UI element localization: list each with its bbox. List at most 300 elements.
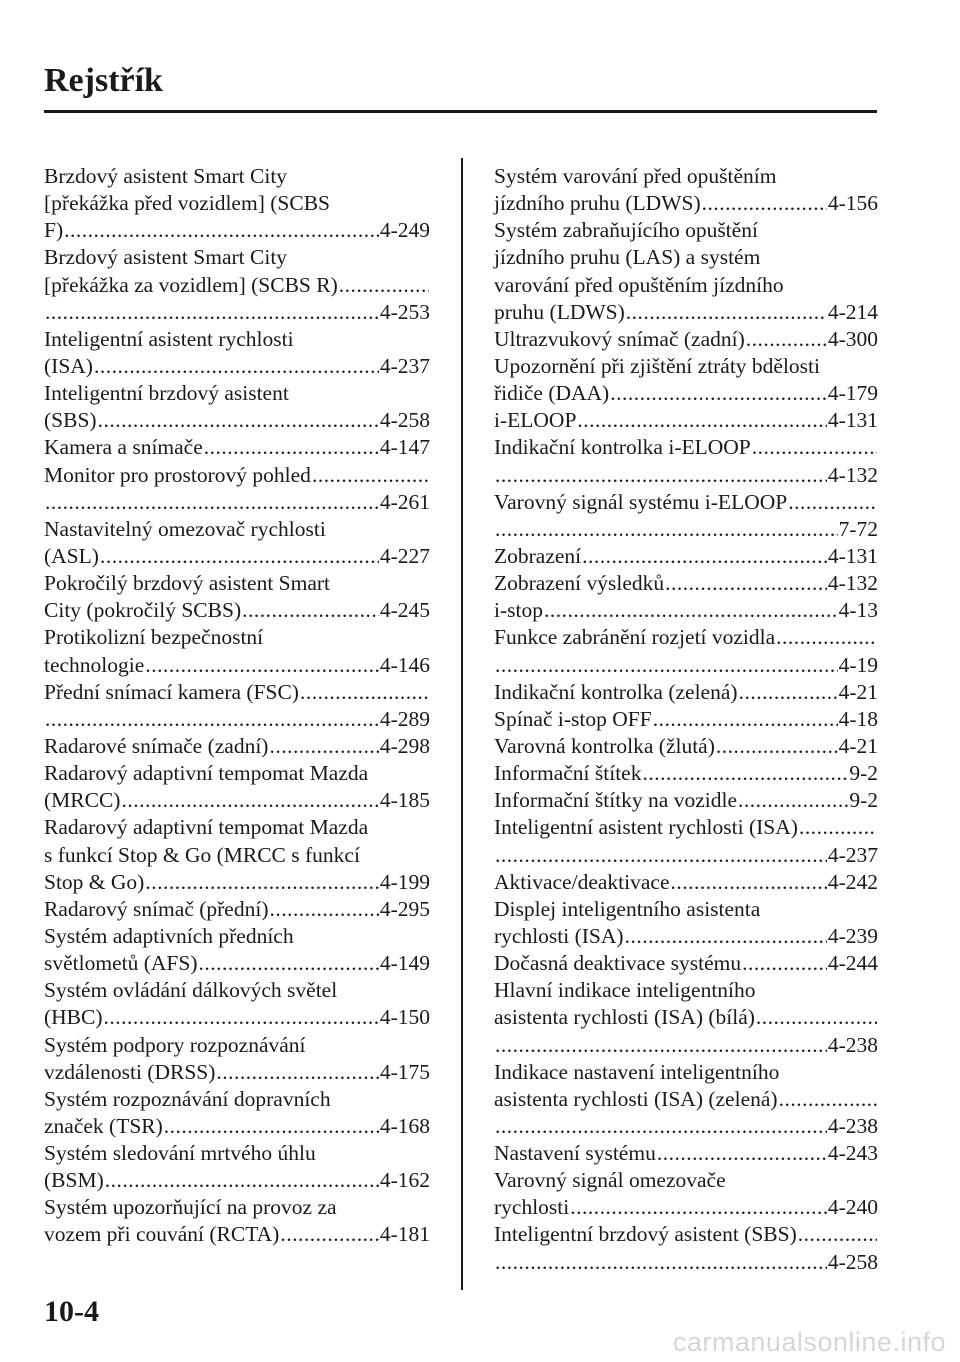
page-reference: 4-243 <box>827 1141 878 1166</box>
index-entry-line <box>494 543 878 570</box>
page-reference: 4-18 <box>838 706 878 731</box>
index-entry-line <box>494 733 878 760</box>
index-column-left <box>44 163 430 1249</box>
index-entry-line <box>44 380 430 407</box>
index-entry-line <box>44 1221 430 1248</box>
index-entry-text: Informační štítky na vozidle <box>494 788 737 813</box>
page-reference: 4-238 <box>827 1032 878 1057</box>
index-entry-line <box>44 326 430 353</box>
index-entry-text: Aktivace/deaktivace <box>494 869 670 894</box>
index-entry-line <box>494 842 878 869</box>
page-reference: 4-132 <box>827 571 878 596</box>
index-entry-text: Pokročilý brzdový asistent Smart <box>44 571 331 596</box>
index-entry-line <box>44 244 430 271</box>
index-entry-text: Kamera a snímače <box>44 435 203 460</box>
index-entry-line <box>494 1113 878 1140</box>
leader-dots <box>716 733 838 760</box>
index-entry <box>494 407 878 434</box>
index-entry-line <box>44 570 430 597</box>
index-entry <box>494 977 878 1058</box>
page-reference: 4-237 <box>379 353 430 378</box>
index-entry-line <box>494 597 878 624</box>
leader-dots <box>779 1086 877 1113</box>
leader-dots <box>495 1032 827 1059</box>
index-entry-line <box>44 814 430 841</box>
leader-dots <box>657 1140 827 1167</box>
leader-dots <box>94 353 379 380</box>
index-entry-text: [překážka za vozidlem] (SCBS R) <box>44 272 338 297</box>
index-entry-text: řidiče (DAA) <box>494 381 610 406</box>
leader-dots <box>64 217 379 244</box>
index-entry-text: Spínač i-stop OFF <box>494 706 652 731</box>
index-entry <box>494 1167 878 1221</box>
leader-dots <box>98 407 379 434</box>
page-reference: 4-132 <box>827 462 878 487</box>
index-entry-text: (BSM) <box>44 1168 104 1193</box>
index-entry-text: Varovná kontrolka (žlutá) <box>494 733 715 758</box>
index-entry-line <box>44 1059 430 1086</box>
leader-dots <box>738 787 848 814</box>
index-entry <box>44 1086 430 1140</box>
page-reference: 4-131 <box>827 408 878 433</box>
page-reference: 4-131 <box>827 543 878 568</box>
page-reference: 9-2 <box>849 788 878 813</box>
leader-dots <box>756 1004 877 1031</box>
page-reference: 4-300 <box>827 326 878 351</box>
leader-dots <box>145 652 379 679</box>
index-entry-line <box>494 272 878 299</box>
index-entry-line <box>494 787 878 814</box>
index-entry-line <box>44 760 430 787</box>
index-entry-line <box>494 462 878 489</box>
index-entry-text: [překážka před vozidlem] (SCBS <box>44 191 330 216</box>
index-entry-text: Systém adaptivních předních <box>44 923 294 948</box>
index-entry-text: Protikolizní bezpečnostní <box>44 625 264 650</box>
page-reference: 4-244 <box>827 951 878 976</box>
leader-dots <box>300 679 429 706</box>
leader-dots <box>198 950 378 977</box>
index-entry-text: rychlosti <box>494 1195 570 1220</box>
index-entry-line <box>44 733 430 760</box>
index-entry <box>44 380 430 434</box>
leader-dots <box>495 652 838 679</box>
page-reference: 4-253 <box>379 299 430 324</box>
index-entry <box>44 462 430 516</box>
index-entry-text: jízdního pruhu (LDWS) <box>494 191 701 216</box>
index-entry-text: značek (TSR) <box>44 1113 163 1138</box>
page-reference: 4-175 <box>379 1059 430 1084</box>
index-entry-text: vozem při couvání (RCTA) <box>44 1222 280 1247</box>
index-entry-line <box>494 434 878 461</box>
page-reference: 4-19 <box>838 652 878 677</box>
leader-dots <box>495 842 827 869</box>
index-entry-text: Brzdový asistent Smart City <box>44 245 288 270</box>
page-reference: 4-249 <box>379 218 430 243</box>
page-reference: 4-179 <box>827 381 878 406</box>
index-entry-line <box>44 950 430 977</box>
page-reference: 4-258 <box>827 1249 878 1274</box>
index-entry-line <box>44 1086 430 1113</box>
index-entry <box>494 489 878 543</box>
index-entry-line <box>494 1249 878 1276</box>
page-reference: 4-214 <box>827 299 878 324</box>
leader-dots <box>570 1194 827 1221</box>
page-title: Rejstřík <box>44 62 163 99</box>
leader-dots <box>742 950 827 977</box>
index-entry <box>494 597 878 624</box>
index-entry-line <box>44 407 430 434</box>
leader-dots <box>788 489 877 516</box>
index-entry-line <box>44 1167 430 1194</box>
leader-dots <box>671 869 827 896</box>
index-entry-text: Hlavní indikace inteligentního <box>494 978 756 1003</box>
index-entry-line <box>44 706 430 733</box>
index-entry <box>44 1194 430 1248</box>
index-entry-text: Inteligentní asistent rychlosti <box>44 326 294 351</box>
index-entry <box>44 624 430 678</box>
index-entry <box>44 760 430 814</box>
index-entry-line <box>44 679 430 706</box>
index-entry-line <box>44 652 430 679</box>
page-reference: 4-168 <box>379 1113 430 1138</box>
page-number: 10-4 <box>44 1295 99 1328</box>
index-entry-text: F) <box>44 218 64 243</box>
index-entry-text: Systém sledování mrtvého úhlu <box>44 1141 316 1166</box>
index-entry-text: Systém varování před opuštěním <box>494 164 777 188</box>
index-entry <box>44 977 430 1031</box>
index-entry-text: (ASL) <box>44 543 99 568</box>
page-reference: 4-289 <box>379 706 430 731</box>
index-entry-text: City (pokročilý SCBS) <box>44 598 242 623</box>
index-entry <box>494 624 878 678</box>
index-entry-text: Indikace nastavení inteligentního <box>494 1059 780 1084</box>
index-entry-line <box>494 299 878 326</box>
index-entry-line <box>494 516 878 543</box>
page-reference: 4-150 <box>379 1005 430 1030</box>
index-entry-text: technologie <box>44 652 145 677</box>
index-entry <box>44 434 430 461</box>
index-entry-text: Systém ovládání dálkových světel <box>44 978 338 1003</box>
leader-dots <box>752 434 877 461</box>
index-entry-line <box>494 1059 878 1086</box>
index-entry <box>44 679 430 733</box>
index-entry-text: asistenta rychlosti (ISA) (bílá) <box>494 1005 755 1030</box>
index-entry-text: Zobrazení <box>494 543 582 568</box>
index-entry-line <box>494 1004 878 1031</box>
index-entry-text: Inteligentní brzdový asistent (SBS) <box>494 1222 797 1247</box>
page-reference: 4-149 <box>379 951 430 976</box>
index-entry-text: i-ELOOP <box>494 408 577 433</box>
leader-dots <box>204 434 379 461</box>
index-entry-line <box>44 787 430 814</box>
index-entry-text: (MRCC) <box>44 788 121 813</box>
index-entry-line <box>494 1032 878 1059</box>
index-entry-text: Nastavení systému <box>494 1141 656 1166</box>
index-entry-text: vzdálenosti (DRSS) <box>44 1059 216 1084</box>
title-rule <box>44 110 877 113</box>
index-entry-text: Displej inteligentního asistenta <box>494 896 761 921</box>
leader-dots <box>495 462 827 489</box>
index-entry-text: asistenta rychlosti (ISA) (zelená) <box>494 1086 778 1111</box>
index-entry-line <box>44 842 430 869</box>
index-entry <box>44 326 430 380</box>
index-entry-text: Funkce zabránění rozjetí vozidla <box>494 625 776 650</box>
index-entry <box>494 326 878 353</box>
index-entry <box>44 896 430 923</box>
index-entry <box>44 570 430 624</box>
index-entry-text: Monitor pro prostorový pohled <box>44 462 311 487</box>
index-entry-line <box>494 1086 878 1113</box>
index-entry-text: Upozornění při zjištění ztráty bdělosti <box>494 353 820 378</box>
index-entry-line <box>494 570 878 597</box>
index-entry-line <box>44 1140 430 1167</box>
index-entry-line <box>494 814 878 841</box>
index-entry <box>494 1221 878 1275</box>
index-entry <box>494 1059 878 1140</box>
index-entry <box>44 163 430 244</box>
index-entry-line <box>494 217 878 244</box>
leader-dots <box>776 624 877 651</box>
leader-dots <box>495 516 838 543</box>
leader-dots <box>121 787 378 814</box>
page-reference: 4-162 <box>379 1168 430 1193</box>
index-entry-line <box>494 326 878 353</box>
page-reference: 4-181 <box>379 1222 430 1247</box>
page-reference: 4-13 <box>838 598 878 623</box>
page-reference: 4-258 <box>379 408 430 433</box>
page-reference: 9-2 <box>849 761 878 786</box>
index-entry-line <box>44 597 430 624</box>
index-entry-text: Dočasná deaktivace systému <box>494 951 742 976</box>
index-entry-line <box>494 652 878 679</box>
index-entry-line <box>494 869 878 896</box>
leader-dots <box>544 597 838 624</box>
page-reference: 4-261 <box>379 489 430 514</box>
leader-dots <box>798 1221 877 1248</box>
leader-dots <box>45 299 379 326</box>
index-entry-line <box>494 706 878 733</box>
page-reference: 4-242 <box>827 869 878 894</box>
index-entry-text: Brzdový asistent Smart City <box>44 164 288 188</box>
index-entry-text: Systém upozorňující na provoz za <box>44 1195 337 1220</box>
index-column-right <box>494 163 878 1276</box>
index-entry-text: Radarový adaptivní tempomat Mazda <box>44 815 369 840</box>
index-entry <box>494 570 878 597</box>
index-entry-line <box>44 353 430 380</box>
index-entry-text: světlometů (AFS) <box>44 951 198 976</box>
index-entry-line <box>494 190 878 217</box>
page-reference: 4-240 <box>827 1195 878 1220</box>
index-entry-line <box>44 190 430 217</box>
page-reference: 4-295 <box>379 896 430 921</box>
leader-dots <box>45 489 379 516</box>
index-entry-line <box>494 950 878 977</box>
index-entry <box>494 814 878 868</box>
index-entry-text: Indikační kontrolka (zelená) <box>494 679 738 704</box>
index-entry-line <box>44 299 430 326</box>
index-entry-line <box>44 977 430 1004</box>
index-entry-line <box>44 1113 430 1140</box>
index-entry-line <box>44 462 430 489</box>
leader-dots <box>269 896 378 923</box>
leader-dots <box>665 570 827 597</box>
leader-dots <box>746 326 827 353</box>
index-entry-text: Zobrazení výsledků <box>494 571 665 596</box>
index-entry-line <box>494 1194 878 1221</box>
index-entry <box>494 706 878 733</box>
leader-dots <box>216 1059 378 1086</box>
index-entry-text: Stop & Go) <box>44 869 145 894</box>
index-entry-line <box>44 624 430 651</box>
index-entry-text: Indikační kontrolka i-ELOOP <box>494 435 751 460</box>
index-entry-line <box>494 760 878 787</box>
index-entry-line <box>494 1140 878 1167</box>
index-entry-text: Systém rozpoznávání dopravních <box>44 1086 331 1111</box>
leader-dots <box>45 706 379 733</box>
index-entry-line <box>44 434 430 461</box>
leader-dots <box>339 272 429 299</box>
index-entry-line <box>494 244 878 271</box>
index-entry-line <box>44 516 430 543</box>
index-entry <box>44 814 430 895</box>
index-entry-line <box>44 923 430 950</box>
column-divider <box>461 158 463 1290</box>
index-entry-line <box>44 1004 430 1031</box>
index-entry-line <box>44 217 430 244</box>
page-reference: 4-146 <box>379 652 430 677</box>
leader-dots <box>653 706 838 733</box>
index-entry-text: i-stop <box>494 598 543 623</box>
leader-dots <box>626 299 827 326</box>
watermark: carmanualsonline.info <box>672 1327 946 1357</box>
leader-dots <box>642 760 848 787</box>
index-entry <box>494 1140 878 1167</box>
page-reference: 4-147 <box>379 435 430 460</box>
index-entry <box>494 760 878 787</box>
leader-dots <box>702 190 827 217</box>
index-entry-text: rychlosti (ISA) <box>494 923 624 948</box>
index-entry <box>44 244 430 325</box>
index-entry-text: (HBC) <box>44 1005 103 1030</box>
index-entry-line <box>494 489 878 516</box>
index-entry-line <box>44 543 430 570</box>
index-entry-line <box>494 380 878 407</box>
index-entry <box>44 1032 430 1086</box>
page-reference: 4-227 <box>379 543 430 568</box>
index-entry <box>494 869 878 896</box>
leader-dots <box>280 1221 379 1248</box>
leader-dots <box>577 407 826 434</box>
page-reference: 4-21 <box>838 733 878 758</box>
index-entry-text: Varovný signál systému i-ELOOP <box>494 489 788 514</box>
index-entry-text: Nastavitelný omezovač rychlosti <box>44 516 326 541</box>
leader-dots <box>799 814 877 841</box>
leader-dots <box>242 597 379 624</box>
index-entry-text: Systém zabraňujícího opuštění <box>494 218 758 243</box>
index-entry-text: Inteligentní brzdový asistent <box>44 381 289 406</box>
index-entry-text: jízdního pruhu (LAS) a systém <box>494 245 761 270</box>
index-entry-line <box>494 1167 878 1194</box>
index-entry <box>44 1140 430 1194</box>
index-entry <box>494 896 878 950</box>
index-entry-text: s funkcí Stop & Go (MRCC s funkcí <box>44 842 360 867</box>
page-reference: 7-72 <box>838 516 878 541</box>
index-entry <box>44 516 430 570</box>
index-entry-line <box>494 624 878 651</box>
page-reference: 4-245 <box>379 598 430 623</box>
index-entry-text: Přední snímací kamera (FSC) <box>44 679 299 704</box>
index-entry <box>494 163 878 217</box>
leader-dots <box>145 869 378 896</box>
leader-dots <box>739 679 838 706</box>
index-entry <box>494 950 878 977</box>
page-reference: 4-239 <box>827 923 878 948</box>
index-entry-line <box>494 977 878 1004</box>
leader-dots <box>105 1167 379 1194</box>
index-entry-line <box>494 163 878 190</box>
index-entry-line <box>44 896 430 923</box>
page-reference: 4-156 <box>827 191 878 216</box>
index-entry-line <box>494 679 878 706</box>
index-entry <box>494 679 878 706</box>
index-entry-text: Inteligentní asistent rychlosti (ISA) <box>494 815 798 840</box>
index-entry-line <box>494 1221 878 1248</box>
leader-dots <box>104 1004 379 1031</box>
index-entry-line <box>44 1032 430 1059</box>
index-entry <box>494 434 878 488</box>
index-entry-text: Informační štítek <box>494 761 642 786</box>
index-entry <box>494 787 878 814</box>
leader-dots <box>495 1113 827 1140</box>
index-entry <box>494 353 878 407</box>
page-reference: 4-298 <box>379 733 430 758</box>
leader-dots <box>625 923 827 950</box>
page-reference: 4-237 <box>827 842 878 867</box>
leader-dots <box>100 543 379 570</box>
index-entry-text: varování před opuštěním jízdního <box>494 272 784 297</box>
index-entry-text: (ISA) <box>44 353 93 378</box>
index-entry <box>494 733 878 760</box>
index-entry-text: (SBS) <box>44 408 97 433</box>
leader-dots <box>495 1249 827 1276</box>
index-entry-text: pruhu (LDWS) <box>494 299 625 324</box>
index-entry-line <box>44 163 430 190</box>
index-entry-line <box>494 407 878 434</box>
index-entry <box>494 217 878 326</box>
index-entry <box>44 923 430 977</box>
index-entry-text: Radarový snímač (přední) <box>44 896 269 921</box>
index-entry <box>494 543 878 570</box>
leader-dots <box>312 462 429 489</box>
index-entry-line <box>44 1194 430 1221</box>
page-reference: 4-21 <box>838 679 878 704</box>
index-entry-line <box>494 923 878 950</box>
index-entry-text: Ultrazvukový snímač (zadní) <box>494 326 745 351</box>
index-entry-line <box>44 272 430 299</box>
page-reference: 4-238 <box>827 1113 878 1138</box>
index-entry-text: Systém podpory rozpoznávání <box>44 1032 306 1057</box>
leader-dots <box>269 733 378 760</box>
index-entry <box>44 733 430 760</box>
page-reference: 4-185 <box>379 788 430 813</box>
leader-dots <box>610 380 827 407</box>
leader-dots <box>164 1113 379 1140</box>
index-entry-line <box>494 896 878 923</box>
index-entry-text: Radarový adaptivní tempomat Mazda <box>44 761 369 786</box>
index-entry-text: Radarové snímače (zadní) <box>44 733 269 758</box>
page-reference: 4-199 <box>379 869 430 894</box>
index-entry-line <box>44 489 430 516</box>
